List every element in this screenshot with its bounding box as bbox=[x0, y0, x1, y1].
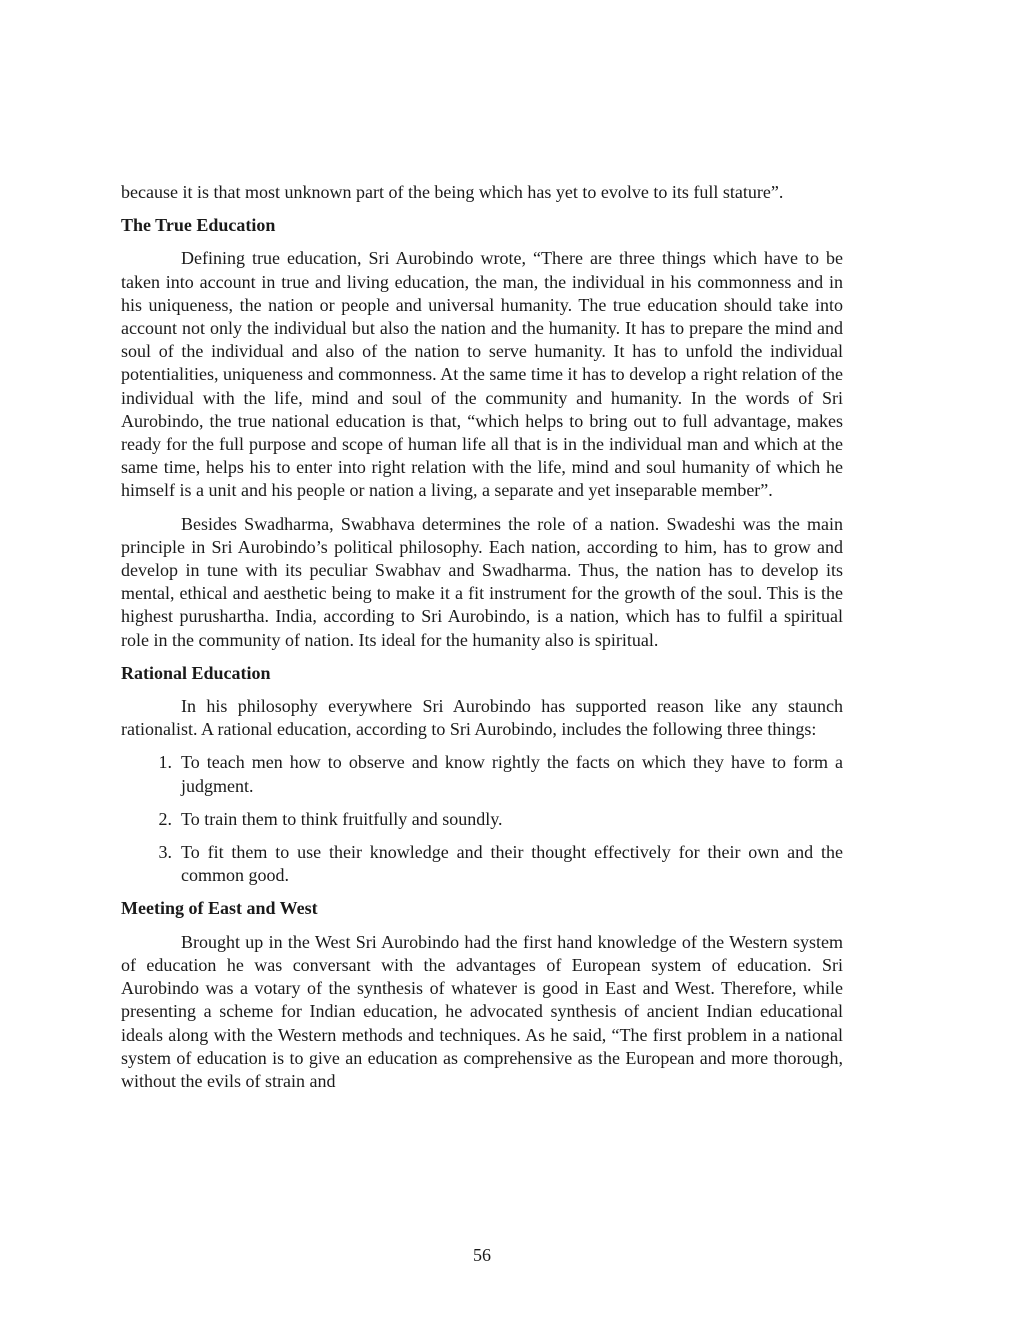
rational-education-list bbox=[121, 751, 843, 887]
page-number: 56 bbox=[473, 1245, 491, 1265]
heading-east-west: Meeting of East and West bbox=[121, 898, 318, 919]
list-item bbox=[121, 841, 843, 887]
paragraph-east-west: Brought up in the West Sri Aurobindo had the first hand knowledge of the Western system of education he was conversant with the advantages of European system of education. Sri Aurobindo was a votary of the synthesis of whatever is good in East and West. Therefore, while presenting a scheme for Indian education, he advocated synthesis of ancient Indian educational ideals along with the Western methods and techniques. As he said, “The first problem in a national system of education is to give an education as comprehensive as the European and more thorough, without the evils of strain and bbox=[121, 931, 843, 1091]
list-item-number: 1. bbox=[158, 752, 172, 773]
list-item-text: To fit them to use their knowledge and their thought effectively for their own and the common good. bbox=[181, 842, 843, 886]
document-body bbox=[121, 181, 843, 1093]
list-item bbox=[121, 751, 843, 797]
paragraph-true-education-1: Defining true education, Sri Aurobindo wrote, “There are three things which have to be taken into account in true and living education, the man, the individual in his commonness and in his uniqueness, the nation or people and universal humanity. The true education should take into account not only the individual but also the nation and the humanity. It has to prepare the mind and soul of the individual and also of the nation to serve humanity. It has to unfold the individual potentialities, uniqueness and commonness. At the same time it has to develop a right relation of the individual with the life, mind and soul of the community and humanity. In the words of Sri Aurobindo, the true national education is that, “which helps to bring out to full advantage, makes ready for the full purpose and scope of human life all that is in the individual man and which at the same time, helps his to enter into right relation with the life, mind and soul humanity of which he himself is a unit and his people or nation a living, a separate and yet inseparable member”. bbox=[121, 248, 843, 501]
heading-rational-education: Rational Education bbox=[121, 662, 271, 683]
list-item-text: To teach men how to observe and know rightly the facts on which they have to form a judgment. bbox=[181, 752, 843, 796]
list-item-text: To train them to think fruitfully and soundly. bbox=[181, 808, 503, 829]
intro-paragraph: because it is that most unknown part of the being which has yet to evolve to its full stature”. bbox=[121, 182, 784, 202]
heading-true-education: The True Education bbox=[121, 215, 276, 236]
list-item-number: 3. bbox=[158, 842, 172, 863]
list-item-number: 2. bbox=[158, 808, 172, 829]
paragraph-true-education-2: Besides Swadharma, Swabhava determines the role of a nation. Swadeshi was the main principle in Sri Aurobindo’s political philosophy. Each nation, according to him, has to grow and develop in tune with its peculiar Swabhav and Swadharma. Thus, the nation has to develop its mental, ethical and aesthetic being to make it a fit instrument for the growth of the soul. This is the highest purushartha. India, according to Sri Aurobindo, is a nation, which has to fulfil a spiritual role in the community of nation. Its ideal for the humanity also is spiritual. bbox=[121, 513, 843, 650]
paragraph-rational-education: In his philosophy everywhere Sri Aurobindo has supported reason like any staunch rationalist. A rational education, according to Sri Aurobindo, includes the following three things: bbox=[121, 696, 843, 740]
list-item bbox=[121, 808, 843, 831]
